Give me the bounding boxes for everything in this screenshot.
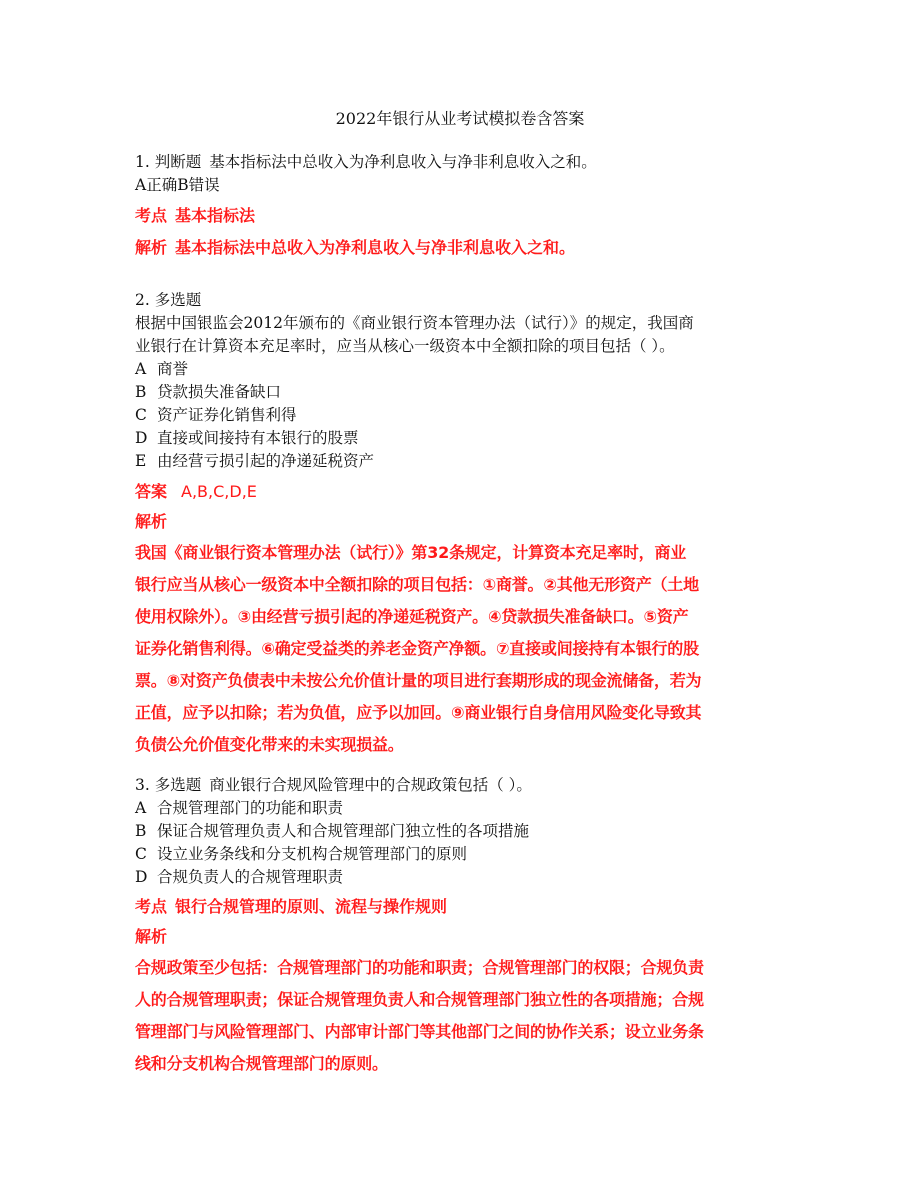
- question-type: 多选题: [154, 291, 202, 309]
- kaodian-text: 基本指标法: [175, 206, 256, 225]
- question-2-answer: [135, 477, 795, 507]
- question-type: 判断题: [154, 153, 202, 171]
- option-letter: C: [135, 845, 147, 863]
- question-number: 2.: [135, 291, 150, 309]
- option-letter: B: [135, 822, 147, 840]
- question-stem: 基本指标法中总收入为净利息收入与净非利息收入之和。: [209, 153, 597, 171]
- question-3-kaodian: [135, 892, 795, 922]
- option-text: 合规负责人的合规管理职责: [157, 868, 344, 886]
- jiexi-line: 证券化销售利得。⑥确定受益类的养老金资产净额。⑦直接或间接持有本银行的股: [135, 639, 699, 658]
- kaodian-label: 考点: [135, 897, 168, 916]
- question-stem: 商业银行合规风险管理中的合规政策包括（ ）。: [209, 776, 532, 794]
- question-1-options: A正确B错误: [135, 176, 220, 194]
- option-text: 直接或间接持有本银行的股票: [157, 429, 359, 447]
- option-text: 由经营亏损引起的净递延税资产: [157, 452, 375, 470]
- option-letter: C: [135, 406, 147, 424]
- question-1-jiexi: [135, 233, 795, 263]
- jiexi-line: 使用权除外）。③由经营亏损引起的净递延税资产。④贷款损失准备缺口。⑤资产: [135, 607, 689, 626]
- kaodian-text: 银行合规管理的原则、流程与操作规则: [175, 897, 448, 916]
- question-type: 多选题: [154, 776, 202, 794]
- answer-text: A,B,C,D,E: [181, 482, 257, 501]
- question-3-header: [135, 774, 795, 797]
- jiexi-line: 管理部门与风险管理部门、内部审计部门等其他部门之间的协作关系；设立业务条: [135, 1022, 704, 1041]
- option-text: 合规管理部门的功能和职责: [157, 799, 344, 817]
- document-title: 2022年银行从业考试模拟卷含答案: [335, 109, 585, 128]
- option-letter: D: [135, 429, 148, 447]
- question-3: [135, 774, 795, 1080]
- jiexi-line: 我国《商业银行资本管理办法（试行）》第32条规定，计算资本充足率时，商业: [135, 543, 687, 562]
- option-e: [135, 450, 795, 473]
- jiexi-line: 合规政策至少包括：合规管理部门的功能和职责；合规管理部门的权限；合规负责: [135, 958, 704, 977]
- option-text: 资产证券化销售利得: [157, 406, 297, 424]
- option-letter: B: [135, 383, 147, 401]
- option-text: 商誉: [157, 360, 189, 378]
- question-2: [135, 289, 795, 761]
- question-2-header: [135, 289, 795, 312]
- option-a: [135, 797, 795, 820]
- option-d: [135, 866, 795, 889]
- option-text: 设立业务条线和分支机构合规管理部门的原则: [157, 845, 468, 863]
- jiexi-line: 人的合规管理职责；保证合规管理负责人和合规管理部门独立性的各项措施；合规: [135, 990, 704, 1009]
- question-number: 3.: [135, 776, 150, 794]
- option-b: [135, 381, 795, 404]
- jiexi-line: 正值，应予以扣除；若为负值，应予以加回。⑨商业银行自身信用风险变化导致其: [135, 703, 702, 722]
- question-2-stem-line-1: 根据中国银监会2012年颁布的《商业银行资本管理办法（试行）》的规定，我国商: [135, 314, 694, 332]
- question-2-jiexi: [135, 537, 795, 761]
- question-1-kaodian: [135, 201, 795, 231]
- question-2-jiexi-label: 解析: [135, 512, 168, 531]
- option-d: [135, 427, 795, 450]
- jiexi-line: 票。⑧对资产负债表中未按公允价值计量的项目进行套期形成的现金流储备，若为: [135, 671, 702, 690]
- option-b: [135, 820, 795, 843]
- question-3-jiexi: [135, 952, 795, 1080]
- question-number: 1.: [135, 153, 150, 171]
- question-1: [135, 151, 795, 263]
- option-letter: A: [135, 799, 147, 817]
- kaodian-label: 考点: [135, 206, 168, 225]
- option-c: [135, 843, 795, 866]
- jiexi-line: 负债公允价值变化带来的未实现损益。: [135, 735, 404, 754]
- question-2-stem-line-2: 业银行在计算资本充足率时，应当从核心一级资本中全额扣除的项目包括（ ）。: [135, 337, 675, 355]
- option-text: 贷款损失准备缺口: [157, 383, 282, 401]
- option-c: [135, 404, 795, 427]
- jiexi-text: 基本指标法中总收入为净利息收入与净非利息收入之和。: [175, 238, 576, 257]
- option-letter: A: [135, 360, 147, 378]
- option-a: [135, 358, 795, 381]
- option-letter: E: [135, 452, 147, 470]
- jiexi-line: 线和分支机构合规管理部门的原则。: [135, 1054, 388, 1073]
- question-1-header: [135, 151, 795, 174]
- option-text: 保证合规管理负责人和合规管理部门独立性的各项措施: [157, 822, 530, 840]
- option-letter: D: [135, 868, 148, 886]
- jiexi-line: 银行应当从核心一级资本中全额扣除的项目包括：①商誉。②其他无形资产（土地: [135, 575, 699, 594]
- answer-label: 答案: [135, 482, 168, 501]
- question-3-jiexi-label: 解析: [135, 927, 168, 946]
- jiexi-label: 解析: [135, 238, 168, 257]
